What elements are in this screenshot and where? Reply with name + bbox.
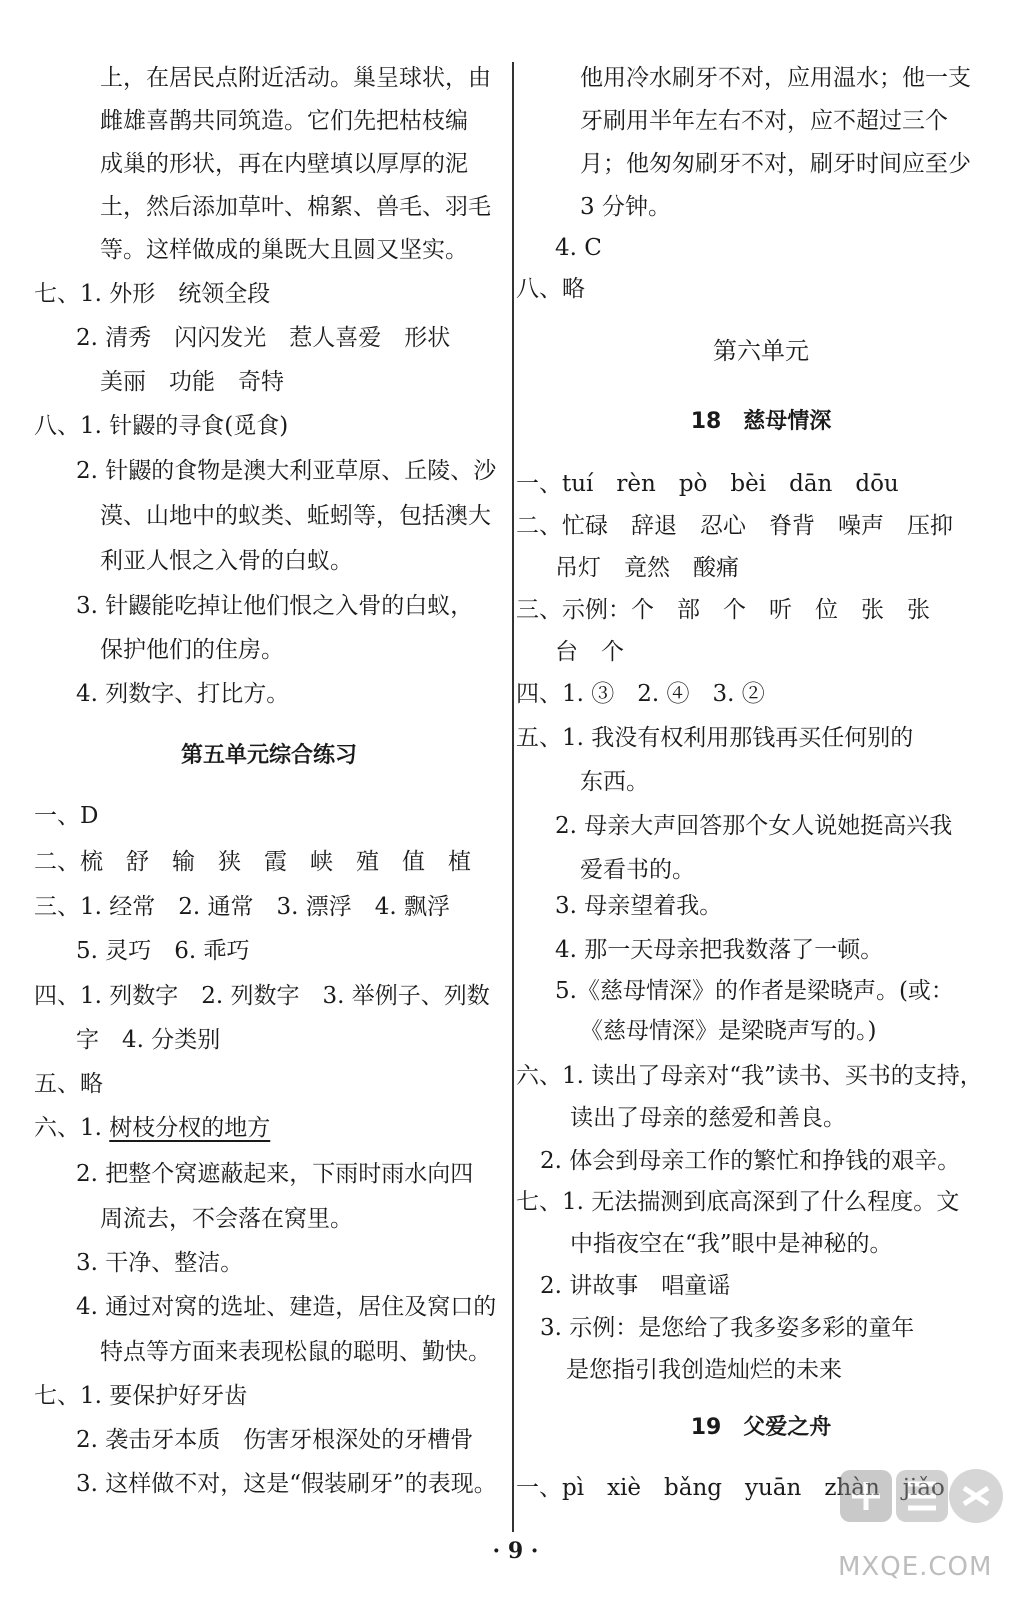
text-line: 美丽 功能 奇特 bbox=[100, 369, 284, 395]
answer-line: 2. 把整个窝遮蔽起来，下雨时雨水向四 bbox=[76, 1161, 474, 1187]
text-line: 漠、山地中的蚁类、蚯蚓等，包括澳大 bbox=[100, 503, 491, 529]
text-line: 台 个 bbox=[555, 639, 624, 665]
text-line: 雌雄喜鹊共同筑造。它们先把枯枝编 bbox=[100, 108, 468, 134]
answer-line: 三、示例：个 部 个 听 位 张 张 bbox=[516, 597, 930, 623]
answer-line: 3. 针鼹能吃掉让他们恨之入骨的白蚁， bbox=[76, 593, 474, 619]
answer-line: 一、D bbox=[34, 803, 99, 829]
text-line: 特点等方面来表现松鼠的聪明、勤快。 bbox=[100, 1339, 491, 1365]
text-line: 周流去，不会落在窝里。 bbox=[100, 1206, 353, 1232]
answer-line: 3. 母亲望着我。 bbox=[555, 893, 723, 919]
answer-line: 3. 示例：是您给了我多姿多彩的童年 bbox=[540, 1315, 915, 1341]
watermark-text: MXQE.COM bbox=[838, 1552, 993, 1582]
answer-line: 4. 通过对窝的选址、建造，居住及窝口的 bbox=[76, 1294, 497, 1320]
lesson-heading: 18 慈母情深 bbox=[690, 409, 832, 434]
text-line: 《慈母情深》是梁晓声写的。) bbox=[580, 1018, 877, 1044]
text-line: 等。这样做成的巢既大且圆又坚实。 bbox=[100, 237, 468, 263]
answer-line: 八、1. 针鼹的寻食(觅食) bbox=[34, 413, 289, 439]
answer-line bbox=[34, 1112, 270, 1144]
unit-heading: 第六单元 bbox=[713, 337, 809, 365]
answer-prefix: 六、1. bbox=[34, 1115, 110, 1141]
text-line: 字 4. 分类别 bbox=[76, 1027, 221, 1053]
pinyin-line: 一、pì xiè bǎng yuān zhàn jiǎo bbox=[516, 1475, 945, 1501]
answer-line: 5. 灵巧 6. 乖巧 bbox=[76, 938, 250, 964]
answer-line: 二、梳 舒 输 狭 霞 峡 殖 值 植 bbox=[34, 849, 471, 875]
page-number: · 9 · bbox=[492, 1538, 539, 1564]
text-line: 中指夜空在“我”眼中是神秘的。 bbox=[570, 1231, 893, 1257]
text-line: 利亚人恨之入骨的白蚁。 bbox=[100, 548, 353, 574]
text-line: 爱看书的。 bbox=[580, 857, 695, 883]
answer-line: 六、1. 读出了母亲对“我”读书、买书的支持， bbox=[516, 1063, 983, 1089]
text-line: 土，然后添加草叶、棉絮、兽毛、羽毛 bbox=[100, 194, 491, 220]
pinyin-line: 一、tuí rèn pò bèi dān dōu bbox=[516, 471, 899, 497]
answer-line: 2. 清秀 闪闪发光 惹人喜爱 形状 bbox=[76, 325, 451, 351]
answer-line: 七、1. 外形 统领全段 bbox=[34, 281, 271, 307]
answer-line: 3. 干净、整洁。 bbox=[76, 1250, 244, 1276]
answer-line: 3. 这样做不对，这是“假装刷牙”的表现。 bbox=[76, 1471, 497, 1497]
answer-line: 二、忙碌 辞退 忍心 脊背 噪声 压抑 bbox=[516, 513, 953, 539]
text-line: 3 分钟。 bbox=[580, 194, 671, 220]
column-divider bbox=[512, 62, 514, 1532]
text-line: 保护他们的住房。 bbox=[100, 637, 284, 663]
text-line: 读出了母亲的慈爱和善良。 bbox=[570, 1105, 846, 1131]
answer-line: 五、1. 我没有权利用那钱再买任何别的 bbox=[516, 725, 914, 751]
answer-line: 七、1. 要保护好牙齿 bbox=[34, 1383, 248, 1409]
text-line: 吊灯 竟然 酸痛 bbox=[555, 555, 739, 581]
watermark-logo bbox=[836, 1462, 1006, 1590]
answer-line: 2. 体会到母亲工作的繁忙和挣钱的艰辛。 bbox=[540, 1148, 961, 1174]
answer-line: 5.《慈母情深》的作者是梁晓声。(或： bbox=[555, 978, 954, 1004]
lesson-heading: 19 父爱之舟 bbox=[690, 1415, 832, 1440]
answer-line: 四、1. 列数字 2. 列数字 3. 举例子、列数 bbox=[34, 983, 490, 1009]
underlined-answer: 树枝分杈的地方 bbox=[109, 1115, 271, 1141]
answer-line: 七、1. 无法揣测到底高深到了什么程度。文 bbox=[516, 1189, 960, 1215]
text-line: 牙刷用半年左右不对，应不超过三个 bbox=[580, 108, 948, 134]
answer-line: 2. 母亲大声回答那个女人说她挺高兴我 bbox=[555, 813, 953, 839]
answer-line: 2. 讲故事 唱童谣 bbox=[540, 1273, 731, 1299]
answer-line: 4. 那一天母亲把我数落了一顿。 bbox=[555, 937, 884, 963]
section-heading: 第五单元综合练习 bbox=[180, 743, 357, 768]
answer-line: 四、1. ③ 2. ④ 3. ② bbox=[516, 681, 765, 707]
answer-line: 2. 袭击牙本质 伤害牙根深处的牙槽骨 bbox=[76, 1427, 474, 1453]
watermark-graphic bbox=[836, 1462, 1006, 1552]
answer-line: 2. 针鼹的食物是澳大利亚草原、丘陵、沙 bbox=[76, 458, 497, 484]
answer-line: 八、略 bbox=[516, 276, 585, 302]
text-line: 是您指引我创造灿烂的未来 bbox=[566, 1357, 842, 1383]
answer-line: 五、略 bbox=[34, 1071, 103, 1097]
text-line: 月；他匆匆刷牙不对，刷牙时间应至少 bbox=[580, 151, 971, 177]
text-line: 上，在居民点附近活动。巢呈球状，由 bbox=[100, 65, 491, 91]
answer-line: 三、1. 经常 2. 通常 3. 漂浮 4. 飘浮 bbox=[34, 894, 451, 920]
text-line: 东西。 bbox=[580, 769, 649, 795]
answer-line: 4. 列数字、打比方。 bbox=[76, 681, 290, 707]
text-line: 他用冷水刷牙不对，应用温水；他一支 bbox=[580, 65, 971, 91]
answer-line: 4. C bbox=[555, 235, 602, 261]
text-line: 成巢的形状，再在内壁填以厚厚的泥 bbox=[100, 151, 468, 177]
